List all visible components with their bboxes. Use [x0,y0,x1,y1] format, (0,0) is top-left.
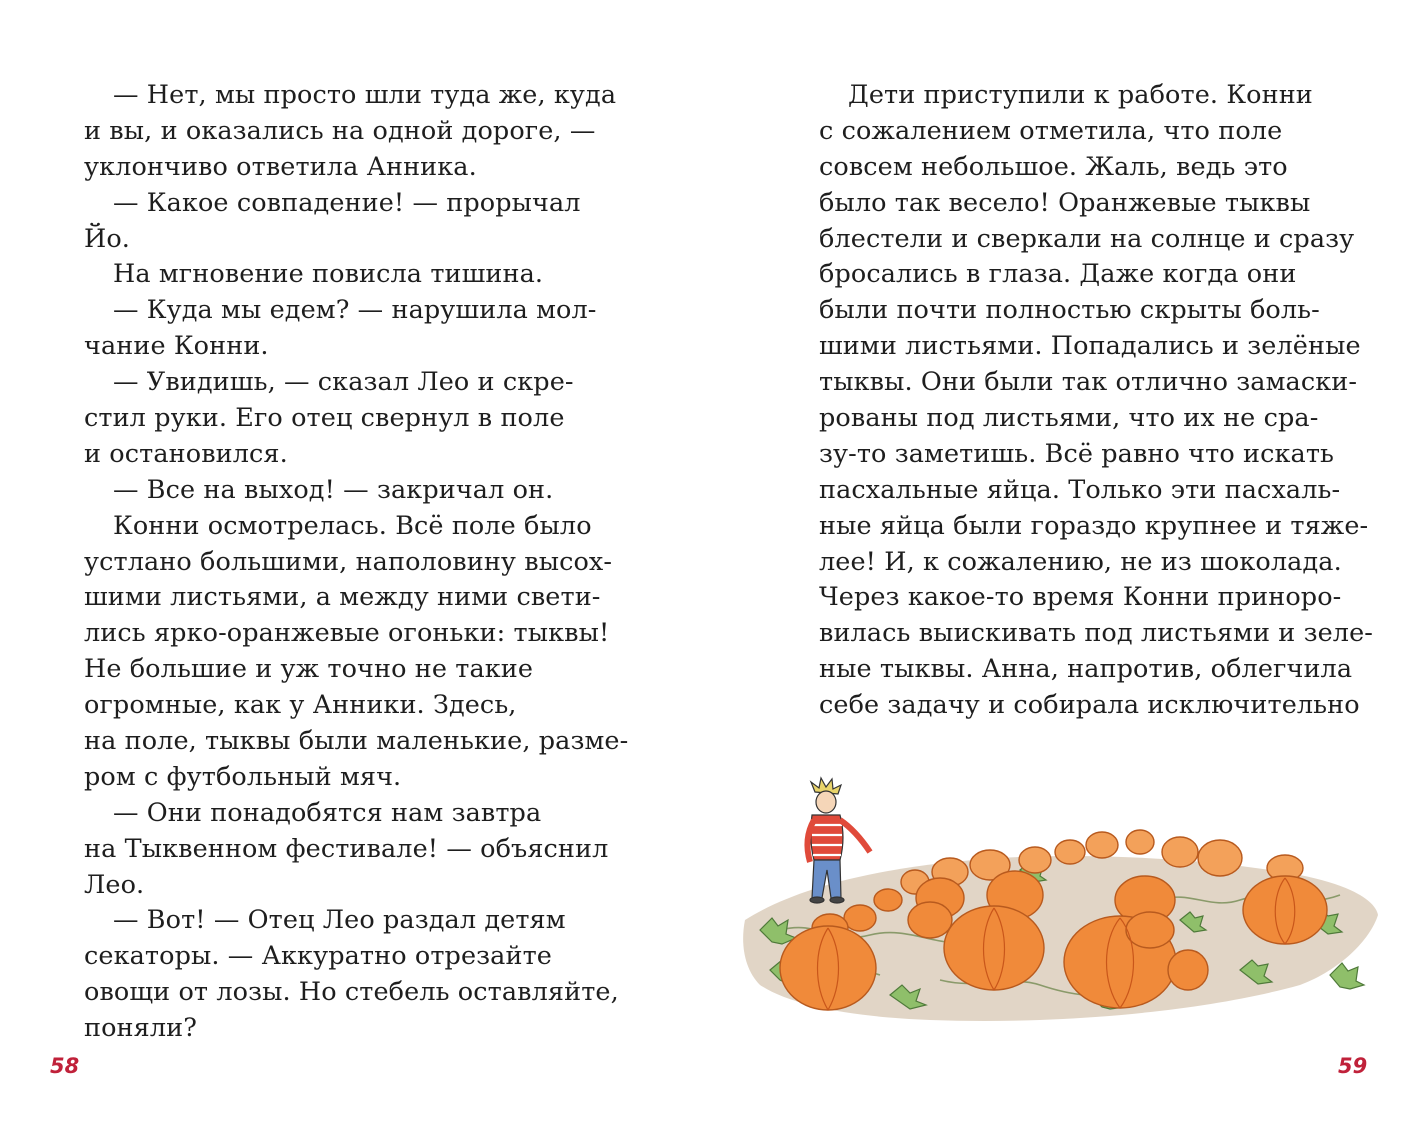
text-line: и вы, и оказались на одной дороге, — [84,115,596,146]
text-line: шими листьями. Попадались и зелёные [819,331,1361,362]
text-line: себе задачу и собирала исключительно [819,690,1360,721]
pumpkin [908,902,952,938]
text-line: чание Конни. [84,331,269,362]
text-line: Лео. [84,869,145,900]
text-line: — Нет, мы просто шли туда же, куда [113,80,617,110]
page-number-right: 59 [1338,1054,1368,1078]
text-line: блестели и сверкали на солнце и сразу [819,223,1355,254]
text-line: — Вот! — Отец Лео раздал детям [113,905,566,936]
pumpkin [1086,832,1118,858]
text-line: — Увидишь, — сказал Лео и скре- [113,367,574,398]
text-line: — Какое совпадение! — прорычал [113,187,581,218]
pumpkin [1126,830,1154,854]
text-line: Дети приступили к работе. Конни [848,80,1313,110]
text-line: с сожалением отметила, что поле [819,115,1283,146]
shoe [830,897,844,903]
text-line: — Куда мы едем? — нарушила мол- [113,295,597,326]
arm-right [840,820,870,852]
text-line: На мгновение повисла тишина. [113,259,544,290]
text-line: поняли? [84,1013,197,1044]
left-page-text [84,78,629,1047]
text-line: Йо. [84,223,130,254]
text-line: лись ярко-оранжевые огоньки: тыквы! [84,618,610,649]
text-line: были почти полностью скрыты боль- [819,295,1320,326]
text-line: ром с футбольный мяч. [84,761,402,792]
page-number-left: 58 [50,1054,80,1078]
text-line: было так весело! Оранжевые тыквы [819,187,1311,218]
text-line: шими листьями, а между ними свети- [84,582,601,613]
text-line: зу-то заметишь. Всё равно что искать [819,438,1335,469]
text-line: лее! И, к сожалению, не из шоколада. [819,546,1342,577]
pumpkin [1198,840,1242,876]
text-line: Через какое-то время Конни приноро- [819,582,1342,613]
pumpkin [780,926,876,1010]
text-line: ные тыквы. Анна, напротив, облегчила [819,654,1353,685]
text-line: ные яйца были гораздо крупнее и тяже- [819,510,1369,541]
pumpkin [1168,950,1208,990]
text-line: тыквы. Они были так отлично замаски- [819,367,1358,398]
text-line: и остановился. [84,438,288,469]
text-line: бросались в глаза. Даже когда они [819,259,1297,290]
text-line: рованы под листьями, что их не сра- [819,403,1319,434]
right-page [705,0,1410,1128]
text-line: — Все на выход! — закричал он. [113,474,554,505]
text-line: пасхальные яйца. Только эти пасхаль- [819,474,1341,505]
leaf [1330,963,1364,989]
text-line: Не большие и уж точно не такие [84,654,534,685]
pumpkin [1162,837,1198,867]
text-line: огромные, как у Анники. Здесь, [84,690,517,721]
pumpkin [1055,840,1085,864]
text-line: совсем небольшое. Жаль, ведь это [819,151,1288,182]
text-line: стил руки. Его отец свернул в поле [84,403,565,434]
pumpkin [1243,876,1327,944]
shoe [810,897,824,903]
text-line: — Они понадобятся нам завтра [113,797,542,828]
text-line: на Тыквенном фестивале! — объяснил [84,833,609,864]
pumpkin-field-illustration [740,770,1380,1030]
text-line: уклончиво ответила Анника. [84,151,477,182]
pumpkin [944,906,1044,990]
pumpkin [1019,847,1051,873]
text-line: овощи от лозы. Но стебель оставляйте, [84,977,619,1008]
text-line: на поле, тыквы были маленькие, разме- [84,726,629,757]
face [816,791,836,813]
text-line: Конни осмотрелась. Всё поле было [113,510,592,541]
pumpkin [844,905,876,931]
text-line: устлано большими, наполовину высох- [84,546,613,577]
right-page-text [819,78,1373,724]
text-line: вилась выискивать под листьями и зеле- [819,618,1373,649]
pumpkin [874,889,902,911]
text-line: секаторы. — Аккуратно отрезайте [84,941,552,972]
pumpkin [1126,912,1174,948]
